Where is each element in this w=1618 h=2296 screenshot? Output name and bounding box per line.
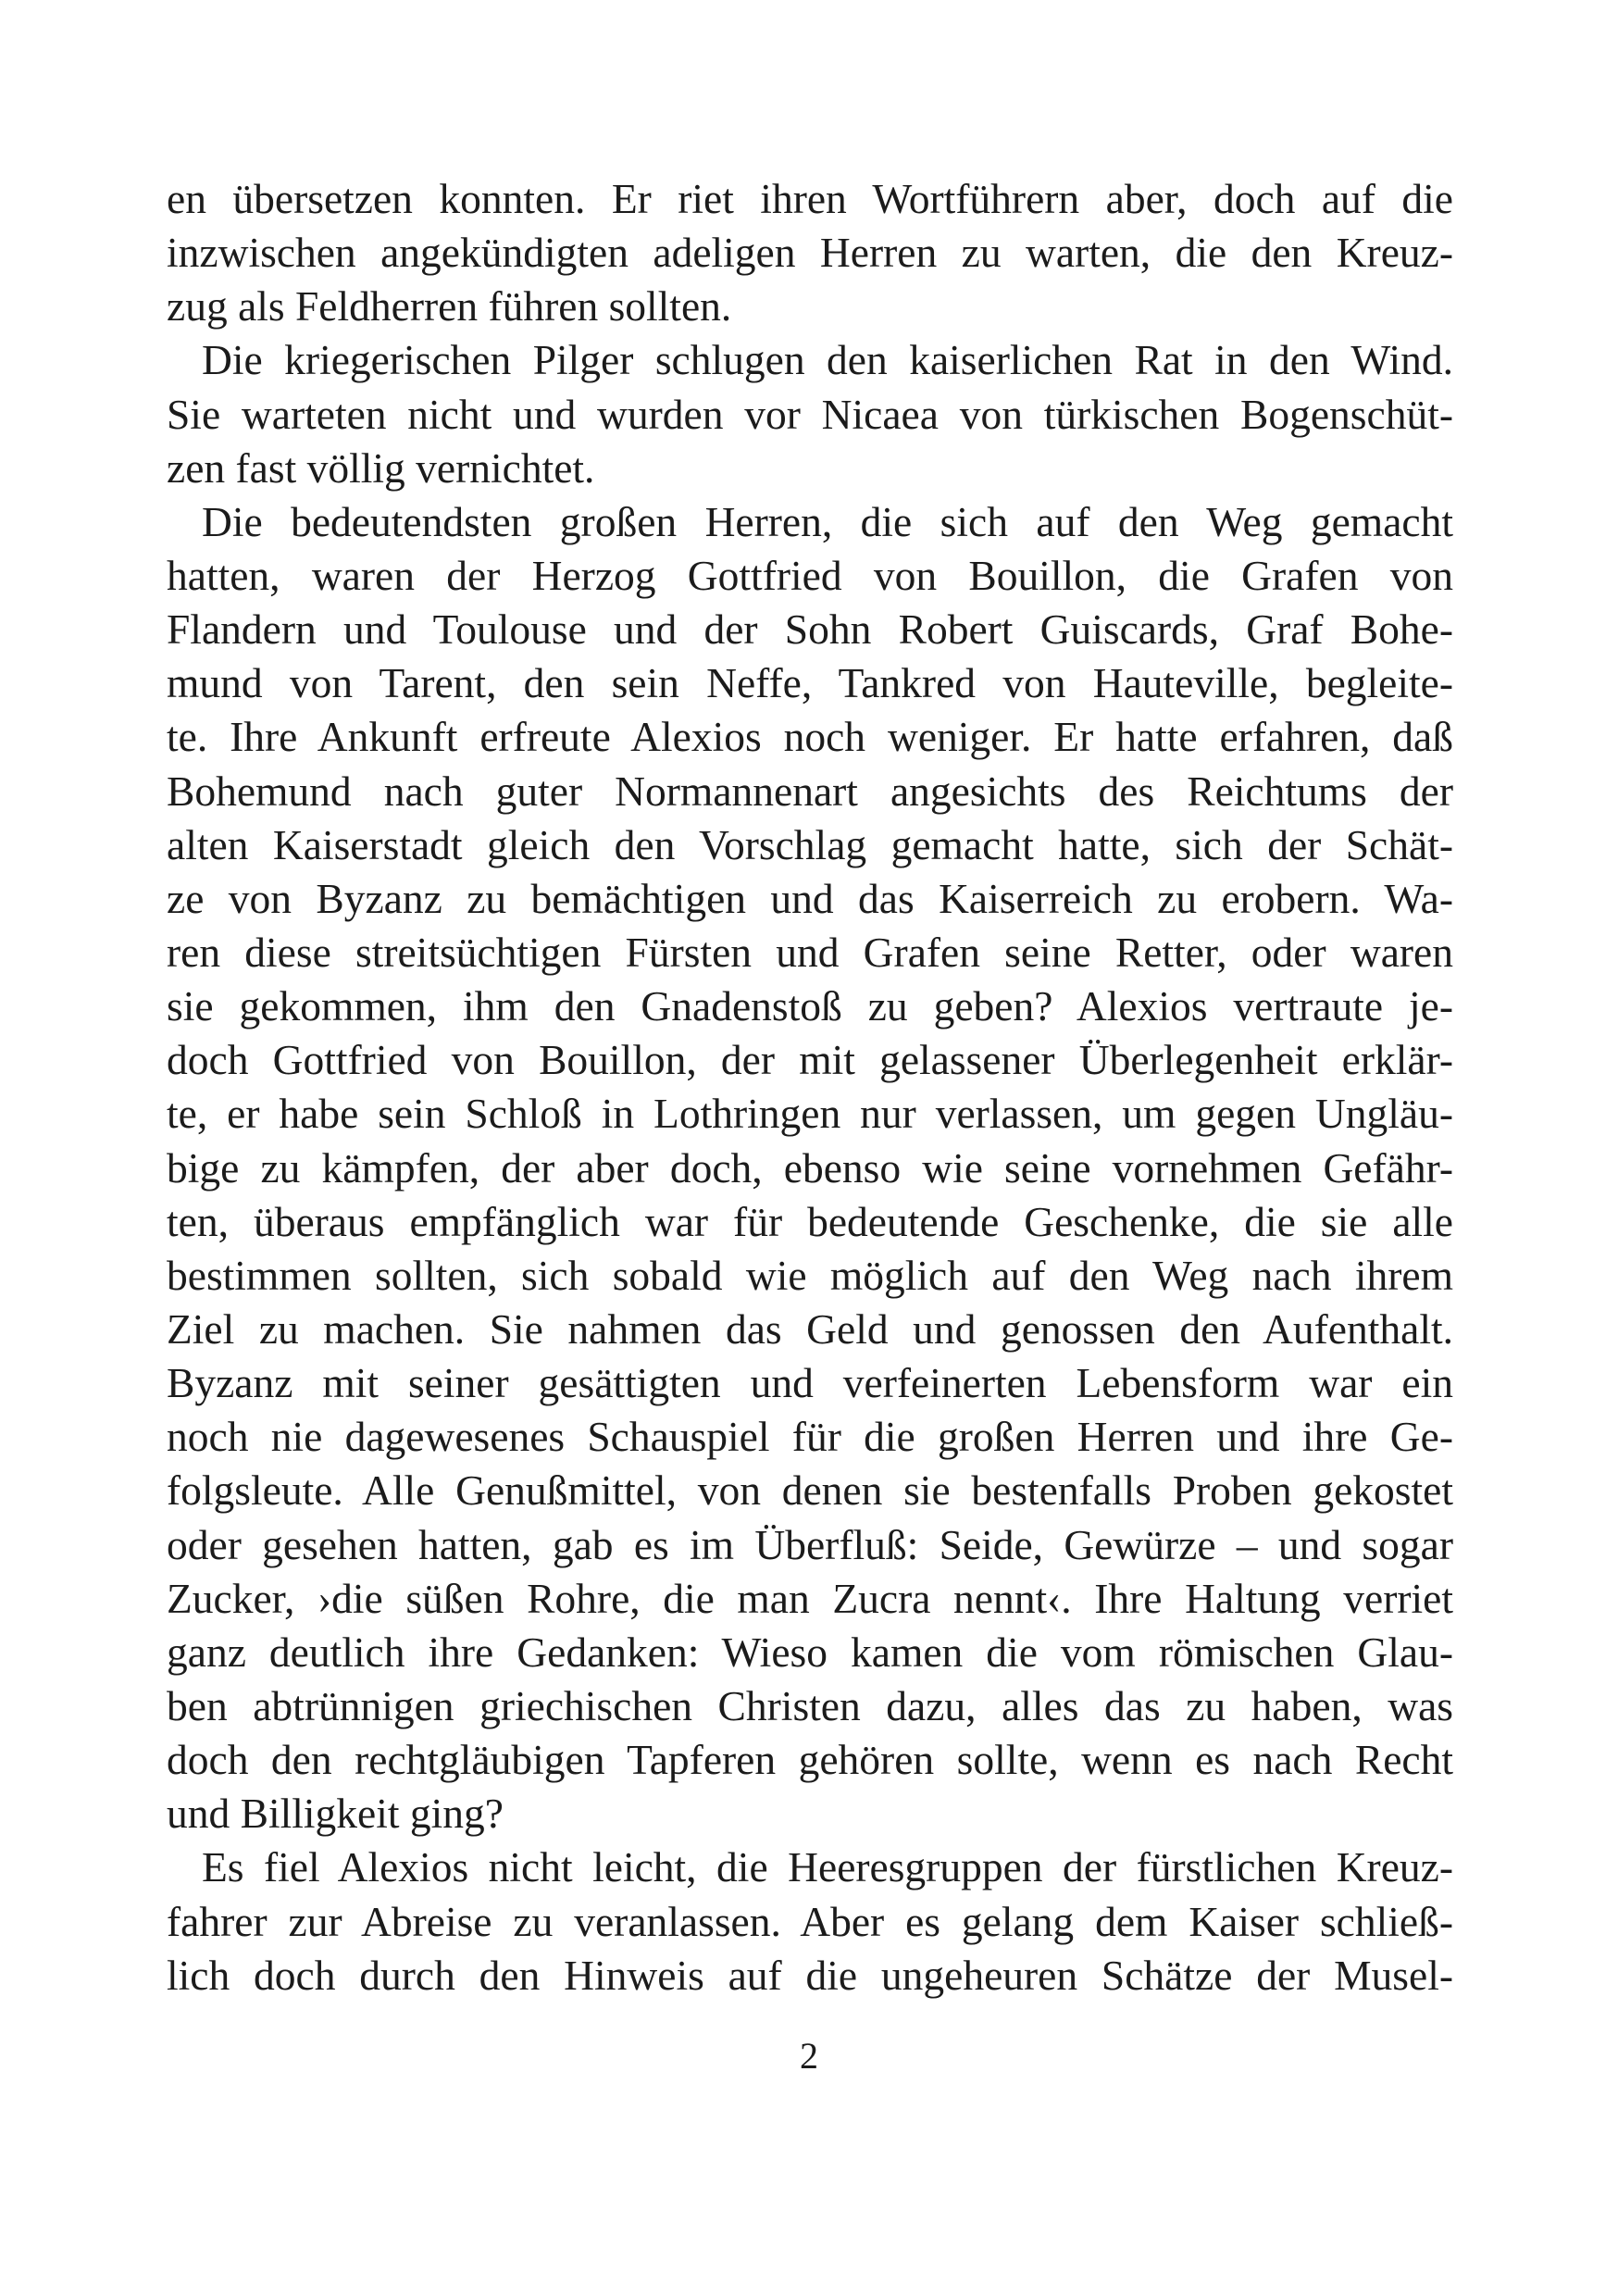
text-line: sie gekommen, ihm den Gnadenstoß zu geben? Alexios vertraute je- [167,982,1453,1030]
page-number: 2 [800,2035,818,2077]
paragraph-3 [167,495,1453,1841]
text-line: ben abtrünnigen griechischen Christen dazu, alles das zu haben, was [167,1681,1453,1729]
paragraph-4 [167,1841,1453,2002]
text-line: hatten, waren der Herzog Gottfried von Bouillon, die Grafen von [167,551,1453,599]
paragraph-2 [167,333,1453,494]
text-line: zen fast völlig vernichtet. [167,443,595,492]
text-line: Zucker, ›die süßen Rohre, die man Zucra nennt‹. Ihre Haltung verriet [167,1574,1453,1622]
text-line: noch nie dagewesenes Schauspiel für die großen Herren und ihre Ge- [167,1413,1453,1461]
text-line: lich doch durch den Hinweis auf die ungeheuren Schätze der Musel- [167,1951,1453,1999]
text-line: en übersetzen konnten. Er riet ihren Wortführern aber, doch auf die [167,175,1453,222]
text-line: Die bedeutendsten großen Herren, die sich auf den Weg gemacht [202,497,1453,545]
paragraph-1 [167,172,1453,333]
text-line: oder gesehen hatten, gab es im Überfluß: Seide, Gewürze – und sogar [167,1520,1453,1568]
text-line: zug als Feldherren führen sollten. [167,282,732,331]
text-line: te. Ihre Ankunft erfreute Alexios noch weniger. Er hatte erfahren, daß [167,713,1453,761]
text-line: ren diese streitsüchtigen Fürsten und Grafen seine Retter, oder waren [167,928,1453,976]
text-line: bige zu kämpfen, der aber doch, ebenso wie seine vornehmen Gefähr- [167,1143,1453,1192]
text-line: Es fiel Alexios nicht leicht, die Heeresgruppen der fürstlichen Kreuz- [202,1843,1453,1891]
text-line: Die kriegerischen Pilger schlugen den kaiserlichen Rat in den Wind. [202,336,1453,384]
text-line: te, er habe sein Schloß in Lothringen nur verlassen, um gegen Ungläu- [167,1090,1453,1138]
text-line: Ziel zu machen. Sie nahmen das Geld und genossen den Aufenthalt. [167,1304,1453,1353]
text-line: folgsleute. Alle Genußmittel, von denen sie bestenfalls Proben gekostet [167,1466,1453,1515]
text-line: doch den rechtgläubigen Tapferen gehören sollte, wenn es nach Recht [167,1736,1453,1784]
text-line: Sie warteten nicht und wurden vor Nicaea von türkischen Bogenschüt- [167,390,1453,438]
text-line: und Billigkeit ging? [167,1790,504,1838]
text-line: ze von Byzanz zu bemächtigen und das Kaiserreich zu erobern. Wa- [167,874,1453,922]
text-line: Byzanz mit seiner gesättigten und verfeinerten Lebensform war ein [167,1359,1453,1407]
text-line: mund von Tarent, den sein Neffe, Tankred von Hauteville, begleite- [167,659,1453,707]
text-line: Bohemund nach guter Normannenart angesichts des Reichtums der [167,767,1453,815]
text-line: Flandern und Toulouse und der Sohn Robert Guiscards, Graf Bohe- [167,605,1453,654]
body-text [167,172,1453,2003]
text-line: inzwischen angekündigten adeligen Herren zu warten, die den Kreuz- [167,229,1453,277]
text-line: alten Kaiserstadt gleich den Vorschlag gemacht hatte, sich der Schät- [167,820,1453,868]
text-line: bestimmen sollten, sich sobald wie möglich auf den Weg nach ihrem [167,1251,1453,1299]
text-line: fahrer zur Abreise zu veranlassen. Aber es gelang dem Kaiser schließ- [167,1897,1453,1945]
text-line: doch Gottfried von Bouillon, der mit gelassener Überlegenheit erklär- [167,1036,1453,1084]
text-line: ten, überaus empfänglich war für bedeutende Geschenke, die sie alle [167,1197,1453,1245]
text-line: ganz deutlich ihre Gedanken: Wieso kamen die vom römischen Glau- [167,1628,1453,1676]
